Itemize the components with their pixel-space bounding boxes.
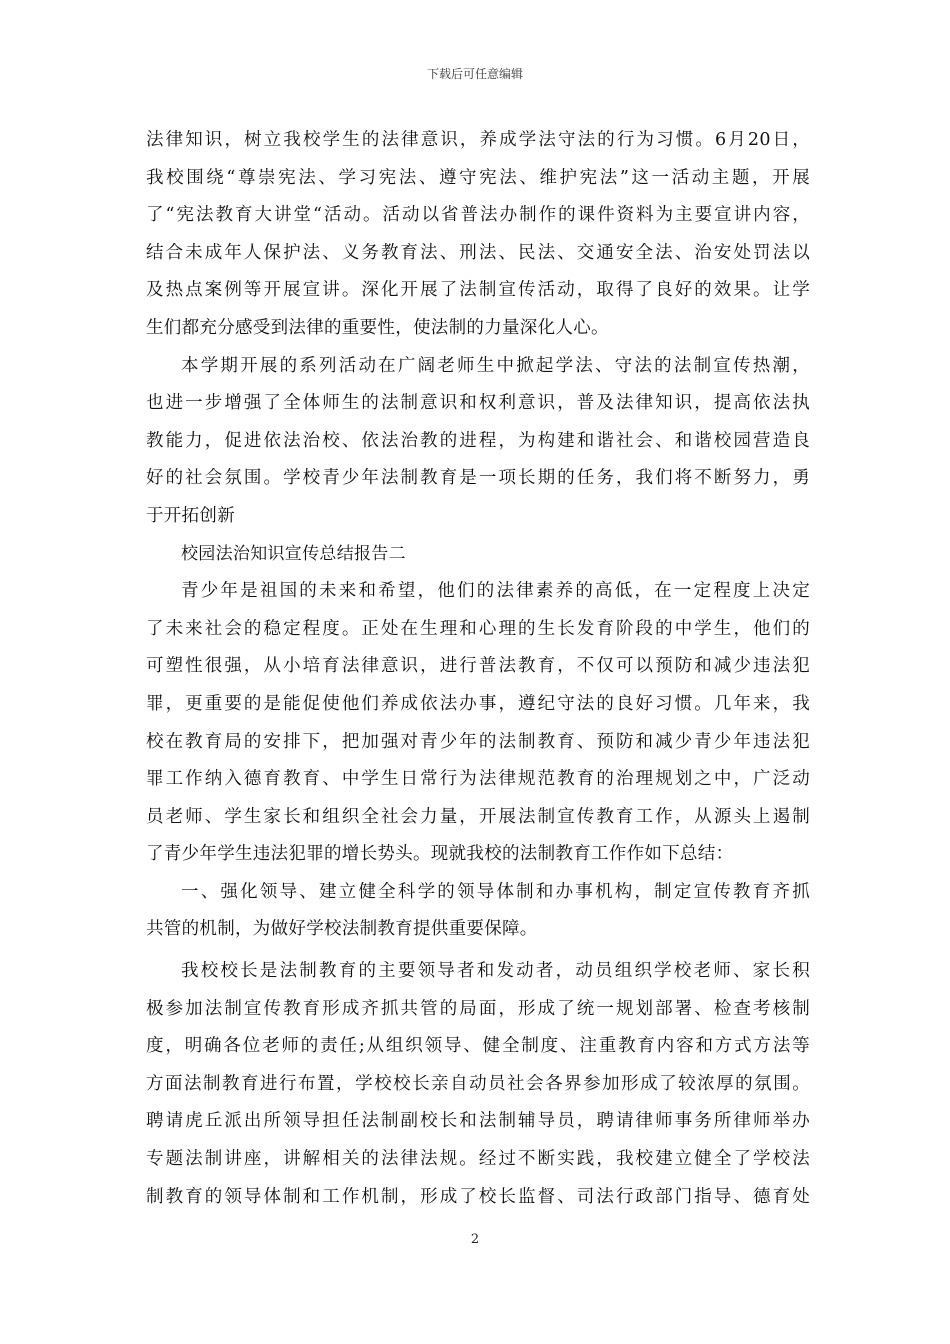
text-line: 了未来社会的稳定程度。正处在生理和心理的生长发育阶段的中学生，他们的 xyxy=(146,618,810,639)
text-line: 法律知识，树立我校学生的法律意识，养成学法守法的行为习惯。6月20日， xyxy=(146,130,810,150)
text-line: 方面法制教育进行布置，学校校长亲自动员社会各界参加形成了较浓厚的氛围。 xyxy=(146,1073,810,1094)
paragraph-4 xyxy=(146,874,810,949)
text-line: 极参加法制宣传教育形成齐抓共管的局面，形成了统一规划部署、检查考核制 xyxy=(146,998,810,1019)
paragraph-1 xyxy=(146,122,810,348)
section-title-text: 校园法治知识宣传总结报告二 xyxy=(181,543,406,564)
text-line: 了青少年学生违法犯罪的增长势头。现就我校的法制教育工作作如下总结： xyxy=(146,844,734,865)
text-line: 制教育的领导体制和工作机制，形成了校长监督、司法行政部门指导、德育处 xyxy=(146,1186,810,1207)
text-line: 也进一步增强了全体师生的法制意识和权利意识，普及法律知识，提高依法执 xyxy=(146,393,810,414)
text-line: 好的社会氛围。学校青少年法制教育是一项长期的任务，我们将不断努力，勇 xyxy=(146,468,810,489)
text-line: 及热点案例等开展宣讲。深化开展了法制宣传活动，取得了良好的效果。让学 xyxy=(146,280,810,301)
text-line: 教能力，促进依法治校、依法治教的进程，为构建和谐社会、和谐校园营造良 xyxy=(146,430,810,451)
text-line: 了“宪法教育大讲堂“活动。活动以省普法办制作的课件资料为主要宣讲内容， xyxy=(146,205,810,226)
text-line: 罪工作纳入德育教育、中学生日常行为法律规范教育的治理规划之中，广泛动 xyxy=(146,769,810,790)
text-line: 我校围绕“尊崇宪法、学习宪法、遵守宪法、维护宪法”这一活动主题，开展 xyxy=(146,167,810,188)
paragraph-5 xyxy=(146,953,810,1216)
text-line: 员老师、学生家长和组织全社会力量，开展法制宣传教育工作，从源头上遏制 xyxy=(146,806,810,827)
text-line: 于开拓创新 xyxy=(146,505,235,526)
document-body xyxy=(146,122,810,1216)
text-line: 度，明确各位老师的责任;从组织领导、健全制度、注重教育内容和方式方法等 xyxy=(146,1036,810,1057)
text-line: 一、强化领导、建立健全科学的领导体制和办事机构，制定宣传教育齐抓 xyxy=(181,881,810,902)
text-line: 专题法制讲座，讲解相关的法律法规。经过不断实践，我校建立健全了学校法 xyxy=(146,1149,810,1170)
text-line: 聘请虎丘派出所领导担任法制副校长和法制辅导员，聘请律师事务所律师举办 xyxy=(146,1111,810,1132)
text-line: 结合未成年人保护法、义务教育法、刑法、民法、交通安全法、治安处罚法以 xyxy=(146,242,810,263)
text-line: 青少年是祖国的未来和希望，他们的法律素养的高低，在一定程度上决定 xyxy=(181,581,810,602)
section-title xyxy=(146,536,810,574)
paragraph-3 xyxy=(146,573,810,874)
text-line: 校在教育局的安排下，把加强对青少年的法制教育、预防和减少青少年违法犯 xyxy=(146,731,810,752)
text-line: 共管的机制，为做好学校法制教育提供重要保障。 xyxy=(146,919,538,940)
text-line: 罪，更重要的是能促使他们养成依法办事，遵纪守法的良好习惯。几年来，我 xyxy=(146,693,810,714)
page-number: 2 xyxy=(470,1232,480,1247)
page-header: 下载后可任意编辑 xyxy=(426,67,523,81)
text-line: 本学期开展的系列活动在广阔老师生中掀起学法、守法的法制宣传热潮， xyxy=(181,355,810,376)
paragraph-2 xyxy=(146,348,810,536)
text-line: 可塑性很强，从小培育法律意识，进行普法教育，不仅可以预防和减少违法犯 xyxy=(146,656,810,677)
text-line: 生们都充分感受到法律的重要性，使法制的力量深化人心。 xyxy=(146,317,609,338)
text-line: 我校校长是法制教育的主要领导者和发动者，动员组织学校老师、家长积 xyxy=(181,961,810,982)
